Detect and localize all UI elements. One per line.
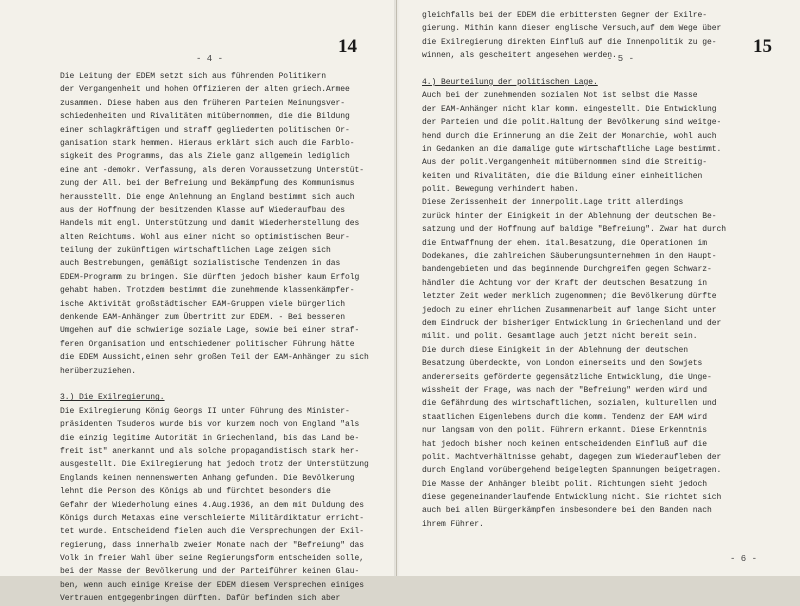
page-marker-footer: - 6 - [730,554,758,564]
text-line: zusammen. Diese haben aus den früheren Parteien Meinungsver- [60,98,346,108]
text-line: staatlichen Eigenlebens durch die komm. Tendenz der EAM wird [422,412,708,422]
text-line: auch bei allen Bürgerkämpfen insbesondere bei den Banden nach [422,506,712,516]
text-line: aus der Hoffnung der besitzenden Klasse auf Wiederaufbau des [60,205,346,215]
text-line: gehabt haben. Trotzdem bestimmt die zunehmende klassenkämpfer- [60,286,355,296]
text-line: ihrem Führer. [422,519,484,529]
text-line: EDEM-Programm zu bringen. Sie dürften jedoch bisher kaum Erfolg [60,272,360,282]
text-line: nur langsam von den polit. Führern erkannt. Diese Erkenntnis [422,426,708,436]
text-line: die Entwaffnung der ehem. ital.Besatzung, die Operationen im [422,238,708,248]
text-line: ben, wenn auch einige Kreise der EDEM diesem Versprechen einiges [60,580,365,590]
text-line: händler die Achtung vor der Kraft der deutschen Besatzung in [422,278,708,288]
text-line: die Gefährdung des wirtschaftlichen, sozialen, kulturellen und [422,399,717,409]
text-line: teilung der zukünftigen wirtschaftlichen Lage zeigen sich [60,246,331,256]
folio-number-right: 15 [753,36,772,57]
left-page-text [60,70,390,606]
section-heading: 3.) Die Exilregierung. [60,393,165,403]
text-line: polit. Bewegung verhindert haben. [422,185,579,195]
text-line: milit. und polit. Gesamtlage auch jetzt nicht bereit sein. [422,332,698,342]
text-line: durch England vorübergehend beigelegten Spannungen beigetragen. [422,466,722,476]
text-line: Umgehen auf die schwierige soziale Lage, sowie bei einer straf- [60,326,360,336]
text-line: herausstellt. Die enge Anlehnung an England bestimmt sich auch [60,192,355,202]
text-line: freit ist" anerkannt und als solche propagandistisch stark her- [60,446,360,456]
text-line: Die Masse der Anhänger bleibt polit. Richtungen sieht jedoch [422,479,708,489]
text-line: bei der Masse der Bevölkerung und der Parteiführer keinen Glau- [60,567,360,577]
text-line: die EDEM Aussicht,einen sehr großen Teil der EAM-Anhänger zu sich [60,353,369,363]
text-line: jedoch zu einer ehrlichen Zusammenarbeit auf lange Sicht unter [422,305,717,315]
text-line: eine ant -demokr. Verfassung, als deren Voraussetzung Unterstüt- [60,165,365,175]
text-line: der Parteien und die polit.Haltung der Bevölkerung sind weitge- [422,118,722,128]
text-line: bandengebieten und das beginnende Durchgreifen gegen Schwarz- [422,265,712,275]
right-page-text [422,9,782,531]
text-line: Die Exilregierung König Georgs II unter Führung des Minister- [60,406,350,416]
text-line: lehnt die Person des Königs ab und fürchtet besonders die [60,487,331,497]
text-line: Vertrauen entgegenbringen dürften. Dafür befinden sich aber [60,594,341,604]
text-line: die Exilregierung direkten Einfluß auf die Innenpolitik zu ge- [422,37,717,47]
text-line: regierung, dass innerhalb zweier Monate nach der "Befreiung" das [60,540,365,550]
text-line: diese gegeneinanderlaufende Entwicklung nicht. Sie richtet sich [422,493,722,503]
text-line: winnen, als gescheitert angesehen werden. [422,51,617,61]
text-line: hend durch die Erinnerung an die Zeit der Monarchie, wohl auch [422,131,717,141]
text-line: polit. Machtverhältnisse gehabt, dagegen zum Wiederaufleben der [422,452,722,462]
text-line: Dodekanes, die zahlreichen Säuberungsunternehmen in den Haupt- [422,252,717,262]
text-line: präsidenten Tsuderos wurde bis vor kurzem noch von England "als [60,420,360,430]
text-line: der Vergangenheit und hohen Offizieren der alten griech.Armee [60,85,350,95]
left-page [0,0,397,604]
text-line [422,63,782,76]
text-line: satzung und der Hoffnung auf baldige "Befreiung". Zwar hat durch [422,225,727,235]
text-line: denkende EAM-Anhänger zum Übertritt zur EDEM. - Bei besseren [60,313,346,323]
text-line: sigkeit des Programms, das als Ziele ganz allgemein lediglich [60,152,350,162]
text-line: wissheit der Frage, was nach der "Befreiung" werden wird und [422,385,708,395]
text-line: Die Leitung der EDEM setzt sich aus führenden Politikern [60,72,327,81]
text-line: schiedenheiten und Rivalitäten mitübernommen, die die Bildung [60,112,350,122]
text-line: keiten und Rivalitäten, die die Bildung einer einheitlichen [422,171,703,181]
text-line: Volk in freier Wahl über seine Regierungsform entscheiden solle, [60,554,365,564]
text-line: Handels mit engl. Unterstützung und damit Wiederherstellung des [60,219,360,229]
text-line: andererseits geförderte gegensätzliche Entwicklung, die Unge- [422,372,712,382]
text-line: hat jedoch bisher noch keinen entscheidenden Einfluß auf die [422,439,708,449]
text-line: einer schlagkräftigen und straff gegliederten politischen Or- [60,125,350,135]
text-line: gierung. Mithin kann dieser englische Versuch,auf dem Wege über [422,24,722,34]
folio-number-left: 14 [338,36,357,57]
page-marker-right: - 5 - [607,54,635,64]
text-line: die einzig legitime Autorität in Griechenland, bis das Land be- [60,433,360,443]
text-line: ische Aktivität großstädtischer EAM-Gruppen viele bürgerlich [60,299,346,309]
text-line: Auch bei der zunehmenden sozialen Not ist selbst die Masse [422,91,698,101]
text-line: feren Organisation und entschiedener politischer Führung hätte [60,339,355,349]
text-line: ausgestellt. Die Exilregierung hat jedoch trotz der Unterstützung [60,460,369,470]
text-line: in Gedanken an die damalige gute wirtschaftliche Lage bestimmt. [422,144,722,154]
text-line: der EAM-Anhänger nicht klar komm. eingestellt. Die Entwicklung [422,104,717,114]
text-line: gleichfalls bei der EDEM die erbittersten Gegner der Exilre- [422,11,708,20]
page-marker-left: - 4 - [196,54,224,64]
text-line: dem Eindruck der bisheriger Entwicklung in Griechenland und der [422,318,722,328]
text-line: zurück hinter der Einigkeit in der Ablehnung der deutschen Be- [422,211,717,221]
text-line [60,378,390,391]
text-line: auch Bestrebungen, gemäßigt sozialistische Tendenzen in das [60,259,341,269]
text-line: Die durch diese Einigkeit in der Ablehnung der deutschen [422,345,689,355]
text-line: herüberzuziehen. [60,366,137,376]
text-line: Besatzung überdeckte, von London einerseits und den Sowjets [422,359,703,369]
text-line: ganisation stark hemmen. Hieraus erklärt sich auch die Farblo- [60,138,355,148]
text-line: Aus der polit.Vergangenheit mitübernommen sind die Streitig- [422,158,708,168]
text-line: alten Reichtums. Wohl aus einer nicht so optimistischen Beur- [60,232,350,242]
text-line: Englands keinen nennenswerten Anhang gefunden. Die Bevölkerung [60,473,355,483]
section-heading: 4.) Beurteilung der politischen Lage. [422,77,598,87]
text-line: zung der All. bei der Befreiung und Bekämpfung des Kommunismus [60,179,355,189]
text-line: Königs durch Metaxas eine verschleierte Militärdiktatur erricht- [60,513,365,523]
text-line: tet wurde. Entscheidend fielen auch die Versprechungen der Exil- [60,527,365,537]
text-line: Gefahr der Wiederholung eines 4.Aug.1936, an dem mit Duldung des [60,500,365,510]
right-page [397,0,800,576]
text-line: letzter Zeit weder merklich zugenommen; die Bevölkerung dürfte [422,292,717,302]
text-line: Diese Zerissenheit der innerpolit.Lage tritt allerdings [422,198,684,208]
